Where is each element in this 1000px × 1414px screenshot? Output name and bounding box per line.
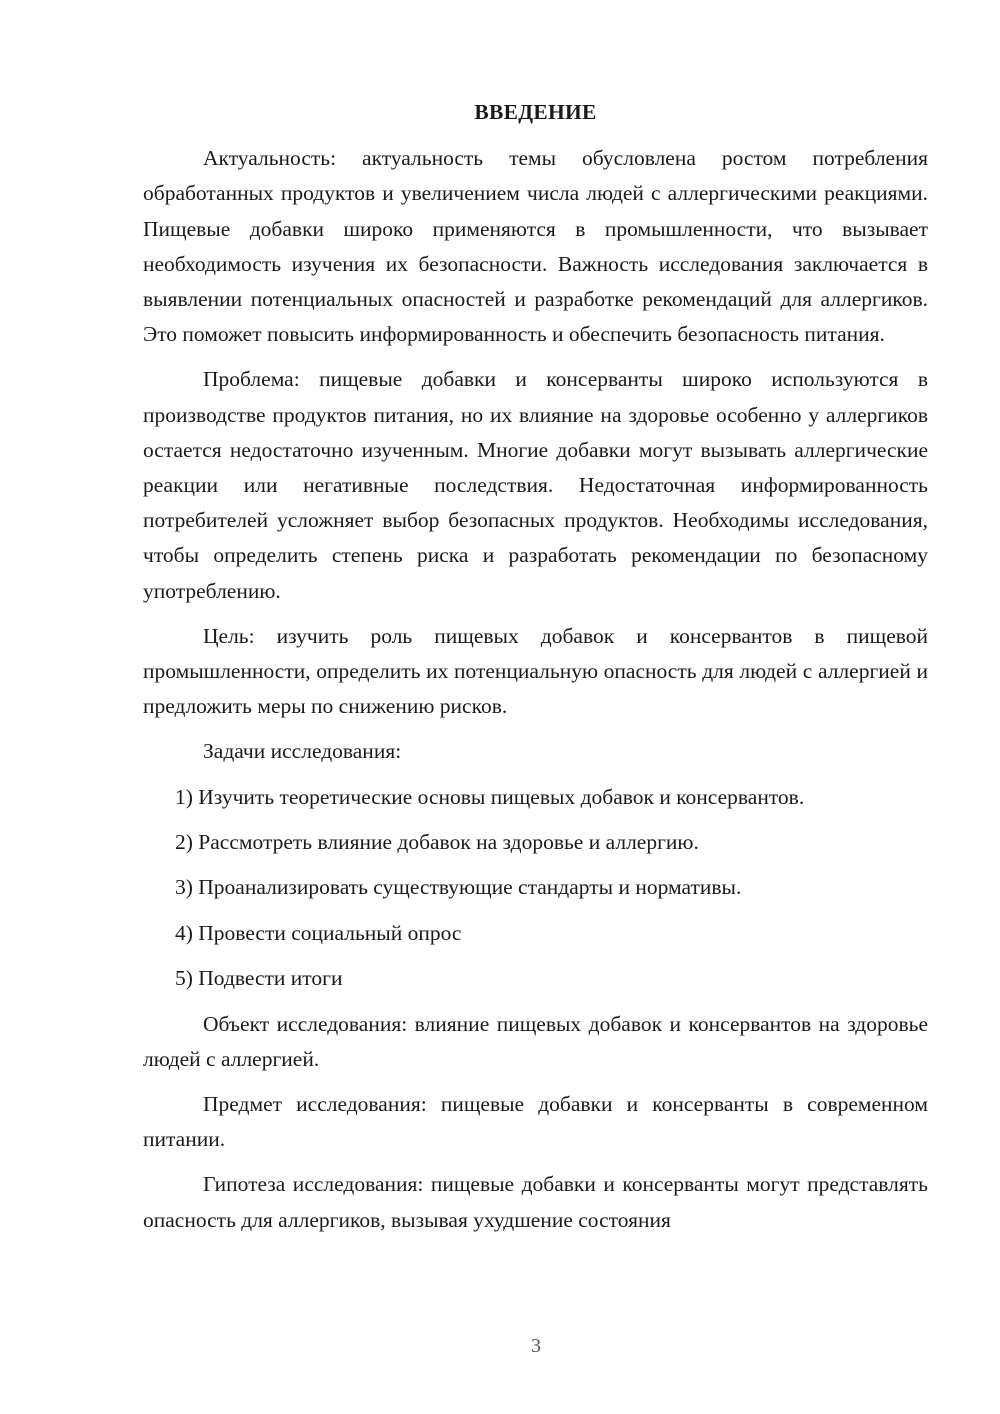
task-item: 2) Рассмотреть влияние добавок на здоровье и аллергию. [175, 830, 699, 855]
tasks-label: Задачи исследования: [203, 739, 402, 764]
hypothesis-paragraph: Гипотеза исследования: пищевые добавки и консерванты могут представлять опасность для аллергиков, вызывая ухудшение состояния [143, 1172, 928, 1232]
subject-paragraph: Предмет исследования: пищевые добавки и консерванты в современном питании. [143, 1092, 928, 1152]
goal-paragraph: Цель: изучить роль пищевых добавок и консервантов в пищевой промышленности, определить их потенциальную опасность для людей с аллергией и предложить меры по снижению рисков. [143, 623, 928, 719]
relevance-paragraph: Актуальность: актуальность темы обусловлена ростом потребления обработанных продуктов и увеличением числа людей с аллергическими реакциями. Пищевые добавки широко применяются в промышленности, что вызывает необходимость изучения их безопасности. Важность исследования заключается в выявлении потенциальных опасностей и разработке рекомендаций для аллергиков. Это поможет повысить информированность и обеспечить безопасность питания. [143, 146, 928, 347]
task-item: 4) Провести социальный опрос [175, 920, 462, 945]
object-paragraph: Объект исследования: влияние пищевых добавок и консервантов на здоровье людей с аллергией. [143, 1011, 928, 1071]
problem-paragraph: Проблема: пищевые добавки и консерванты широко используются в производстве продуктов питания, но их влияние на здоровье особенно у аллергиков остается недостаточно изученным. Многие добавки могут вызывать аллергические реакции или негативные последствия. Недостаточная информированность потребителей усложняет выбор безопасных продуктов. Необходимы исследования, чтобы определить степень риска и разработать рекомендации по безопасному употреблению. [143, 367, 928, 603]
task-item: 3) Проанализировать существующие стандарты и нормативы. [175, 875, 742, 900]
page-number: 3 [531, 1335, 541, 1357]
page-content [143, 95, 928, 1248]
task-item: 1) Изучить теоретические основы пищевых добавок и консервантов. [175, 784, 805, 809]
task-item: 5) Подвести итоги [175, 966, 343, 991]
section-heading: ВВЕДЕНИЕ [474, 100, 597, 124]
